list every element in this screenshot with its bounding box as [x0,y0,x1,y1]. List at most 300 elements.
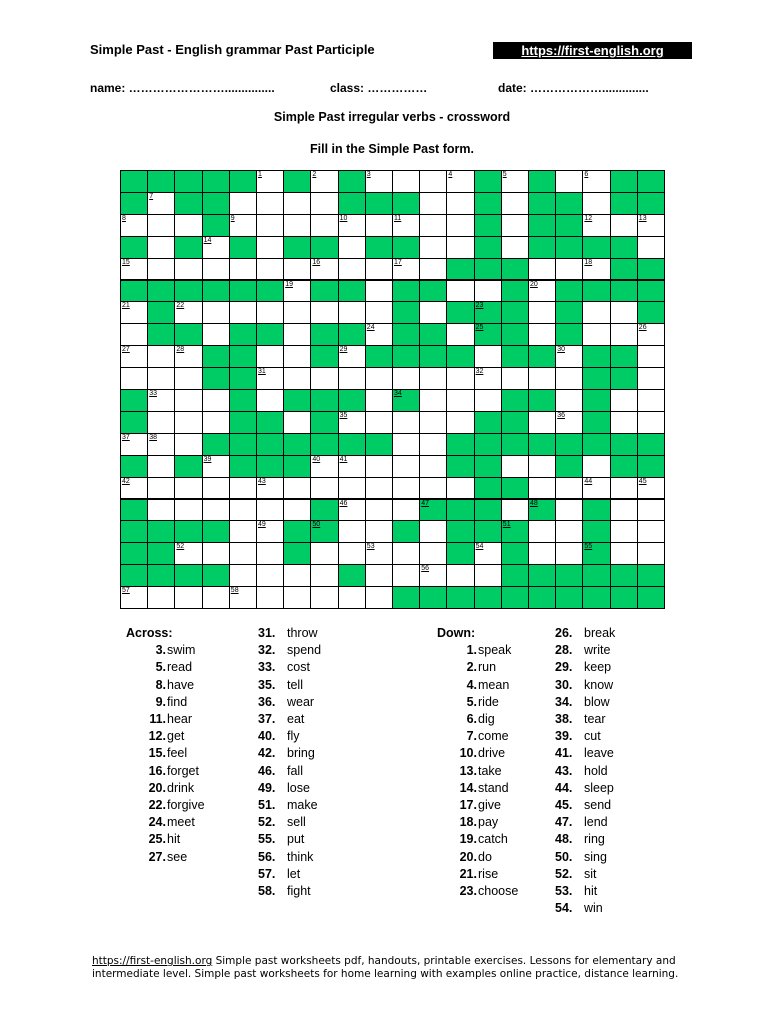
grid-cell[interactable] [256,258,284,281]
grid-cell [555,455,583,478]
grid-cell[interactable] [365,499,393,522]
grid-cell[interactable] [365,280,393,303]
grid-cell[interactable] [582,170,610,193]
grid-cell[interactable] [501,455,529,478]
grid-cell [528,564,556,587]
grid-cell[interactable] [310,542,338,565]
grid-cell[interactable] [147,499,175,522]
grid-cell[interactable] [147,455,175,478]
grid-cell[interactable] [147,367,175,390]
grid-cell[interactable] [501,236,529,259]
grid-cell[interactable] [256,499,284,522]
grid-cell [555,192,583,215]
grid-cell[interactable] [419,214,447,237]
grid-cell[interactable] [338,477,366,500]
grid-cell[interactable] [283,214,311,237]
grid-cell [310,323,338,346]
grid-cell[interactable] [637,323,665,346]
grid-cell[interactable] [338,367,366,390]
grid-cell [147,280,175,303]
grid-cell[interactable] [310,170,338,193]
grid-cell[interactable] [256,214,284,237]
grid-cell[interactable] [419,433,447,456]
clue-item [437,694,518,711]
site-url-link[interactable]: https://first-english.org [493,42,692,59]
grid-cell[interactable] [202,411,230,434]
grid-cell[interactable] [637,477,665,500]
grid-cell[interactable] [365,214,393,237]
grid-cell[interactable] [528,323,556,346]
grid-cell[interactable] [365,323,393,346]
grid-cell[interactable] [256,564,284,587]
grid-cell[interactable] [446,192,474,215]
clue-item-word: mean [478,677,510,692]
clue-item-word: leave [584,746,614,761]
grid-cell[interactable] [256,236,284,259]
grid-cell[interactable] [120,367,148,390]
grid-cell[interactable] [582,301,610,324]
grid-cell[interactable] [120,477,148,500]
grid-cell[interactable] [446,170,474,193]
grid-cell[interactable] [365,542,393,565]
grid-cell[interactable] [229,499,257,522]
grid-cell[interactable] [474,280,502,303]
grid-cell[interactable] [446,389,474,412]
clue-item-number: 16. [148,763,166,778]
grid-cell[interactable] [147,214,175,237]
grid-cell[interactable] [392,214,420,237]
grid-cell [256,433,284,456]
grid-cell[interactable] [202,499,230,522]
clue-item-number: 5. [155,660,166,675]
grid-cell[interactable] [528,258,556,281]
grid-cell[interactable] [419,520,447,543]
clue-item-number: 12. [148,729,166,744]
grid-cell[interactable] [283,499,311,522]
clue-item [126,677,205,694]
grid-cell[interactable] [365,367,393,390]
grid-cell[interactable] [419,477,447,500]
grid-cell[interactable] [338,214,366,237]
grid-cell[interactable] [310,367,338,390]
grid-cell[interactable] [256,520,284,543]
grid-cell[interactable] [147,236,175,259]
grid-cell[interactable] [174,542,202,565]
grid-cell[interactable] [419,389,447,412]
grid-cell [392,520,420,543]
grid-cell[interactable] [419,542,447,565]
clue-item [258,814,321,831]
grid-cell[interactable] [310,477,338,500]
grid-cell[interactable] [120,214,148,237]
grid-cell[interactable] [392,367,420,390]
grid-cell[interactable] [365,170,393,193]
grid-cell[interactable] [419,192,447,215]
grid-cell[interactable] [501,192,529,215]
grid-cell[interactable] [256,389,284,412]
grid-cell [202,192,230,215]
grid-cell[interactable] [610,411,638,434]
grid-cell[interactable] [419,301,447,324]
grid-cell[interactable] [310,586,338,609]
grid-cell[interactable] [338,258,366,281]
grid-cell[interactable] [147,586,175,609]
grid-cell[interactable] [147,258,175,281]
grid-cell[interactable] [610,477,638,500]
grid-cell[interactable] [120,301,148,324]
grid-cell[interactable] [610,520,638,543]
grid-cell[interactable] [120,258,148,281]
grid-cell[interactable] [310,258,338,281]
grid-cell [637,258,665,281]
clue-item [126,745,205,762]
grid-cell[interactable] [528,520,556,543]
grid-cell[interactable] [174,499,202,522]
grid-cell[interactable] [419,367,447,390]
clue-number: 27 [122,346,130,354]
grid-cell[interactable] [419,170,447,193]
grid-cell[interactable] [256,192,284,215]
grid-cell [582,236,610,259]
footer-link[interactable]: https://first-english.org [92,955,213,967]
grid-cell[interactable] [392,499,420,522]
grid-cell[interactable] [229,564,257,587]
grid-cell[interactable] [501,170,529,193]
grid-cell[interactable] [256,586,284,609]
grid-cell [528,192,556,215]
clue-item [258,831,321,848]
clue-item-word: get [167,729,185,744]
grid-cell[interactable] [446,411,474,434]
grid-cell[interactable] [174,258,202,281]
clue-number: 20 [530,280,538,288]
grid-cell[interactable] [229,214,257,237]
grid-cell[interactable] [474,564,502,587]
grid-cell [147,564,175,587]
grid-cell[interactable] [446,477,474,500]
grid-cell[interactable] [174,477,202,500]
grid-cell[interactable] [419,564,447,587]
grid-cell[interactable] [446,564,474,587]
clue-item-number: 7. [466,729,477,744]
grid-cell[interactable] [256,542,284,565]
grid-cell[interactable] [256,170,284,193]
grid-cell[interactable] [338,411,366,434]
grid-cell [637,280,665,303]
grid-cell[interactable] [501,214,529,237]
grid-cell[interactable] [256,301,284,324]
grid-cell[interactable] [474,542,502,565]
grid-cell[interactable] [174,345,202,368]
grid-cell[interactable] [582,192,610,215]
grid-cell[interactable] [174,301,202,324]
grid-cell[interactable] [637,411,665,434]
grid-cell[interactable] [120,323,148,346]
grid-cell[interactable] [283,301,311,324]
grid-cell[interactable] [338,499,366,522]
grid-cell[interactable] [147,411,175,434]
grid-cell [501,586,529,609]
clue-number: 35 [339,411,348,419]
grid-cell [419,323,447,346]
clue-number: 33 [149,390,157,397]
grid-cell[interactable] [528,280,556,303]
grid-cell[interactable] [283,564,311,587]
clue-item [555,745,615,762]
grid-cell[interactable] [446,214,474,237]
grid-cell[interactable] [392,564,420,587]
grid-cell [501,323,529,346]
grid-cell[interactable] [365,477,393,500]
grid-cell[interactable] [555,389,583,412]
grid-cell[interactable] [392,258,420,281]
grid-cell[interactable] [338,586,366,609]
clue-item-number: 10. [459,746,477,761]
grid-cell[interactable] [392,455,420,478]
grid-cell[interactable] [310,455,338,478]
grid-cell [446,455,474,478]
clue-number: 50 [312,521,321,529]
grid-cell[interactable] [419,236,447,259]
grid-cell[interactable] [310,192,338,215]
grid-cell[interactable] [392,170,420,193]
grid-cell[interactable] [474,389,502,412]
grid-cell[interactable] [392,411,420,434]
grid-cell[interactable] [202,258,230,281]
grid-cell[interactable] [338,455,366,478]
grid-cell[interactable] [392,542,420,565]
grid-cell[interactable] [174,411,202,434]
down-column-1 [437,625,518,900]
grid-cell[interactable] [446,323,474,346]
grid-cell[interactable] [419,411,447,434]
grid-cell[interactable] [283,192,311,215]
grid-cell[interactable] [610,323,638,346]
grid-cell [501,301,529,324]
grid-cell[interactable] [474,367,502,390]
grid-cell[interactable] [283,586,311,609]
clue-item-number: 44. [555,780,573,795]
grid-cell[interactable] [528,477,556,500]
grid-cell[interactable] [202,542,230,565]
grid-cell[interactable] [283,280,311,303]
grid-cell [256,280,284,303]
grid-cell[interactable] [446,236,474,259]
grid-cell[interactable] [202,455,230,478]
grid-cell[interactable] [637,367,665,390]
grid-cell [501,542,529,565]
grid-cell[interactable] [446,280,474,303]
grid-cell[interactable] [610,499,638,522]
grid-cell[interactable] [120,433,148,456]
grid-cell[interactable] [637,345,665,368]
grid-cell[interactable] [419,258,447,281]
grid-cell[interactable] [555,170,583,193]
grid-cell[interactable] [555,499,583,522]
grid-cell[interactable] [283,367,311,390]
grid-cell[interactable] [147,477,175,500]
grid-cell[interactable] [501,499,529,522]
grid-cell[interactable] [610,542,638,565]
grid-cell[interactable] [120,345,148,368]
grid-cell [582,542,610,565]
clue-item [555,642,615,659]
grid-cell[interactable] [202,389,230,412]
grid-cell[interactable] [310,564,338,587]
clue-item-word: throw [287,626,318,640]
grid-cell[interactable] [338,345,366,368]
grid-cell [637,433,665,456]
grid-cell[interactable] [229,258,257,281]
grid-cell[interactable] [310,214,338,237]
grid-cell[interactable] [365,301,393,324]
clue-item-word: see [167,849,188,864]
grid-cell [120,520,148,543]
grid-cell [582,367,610,390]
grid-cell[interactable] [147,345,175,368]
grid-cell[interactable] [229,542,257,565]
grid-cell[interactable] [202,236,230,259]
grid-cell[interactable] [229,520,257,543]
grid-cell [474,455,502,478]
grid-cell[interactable] [365,258,393,281]
grid-cell[interactable] [365,455,393,478]
grid-cell[interactable] [392,433,420,456]
clue-item-word: think [287,849,314,864]
grid-cell[interactable] [147,192,175,215]
grid-cell[interactable] [637,520,665,543]
grid-cell [419,499,447,522]
clue-item-word: ride [478,694,499,709]
grid-cell[interactable] [637,236,665,259]
grid-cell[interactable] [528,301,556,324]
clue-item [437,677,518,694]
grid-cell[interactable] [528,542,556,565]
grid-cell[interactable] [555,367,583,390]
grid-cell[interactable] [174,433,202,456]
grid-cell[interactable] [392,477,420,500]
clue-number: 26 [638,324,647,332]
grid-cell[interactable] [310,301,338,324]
clue-number: 8 [122,214,126,222]
grid-cell[interactable] [202,323,230,346]
grid-cell[interactable] [637,499,665,522]
grid-cell [582,520,610,543]
grid-cell[interactable] [555,411,583,434]
grid-cell [446,258,474,281]
grid-cell[interactable] [501,367,529,390]
grid-cell[interactable] [637,214,665,237]
grid-cell[interactable] [338,236,366,259]
grid-cell[interactable] [338,301,366,324]
grid-cell[interactable] [610,301,638,324]
grid-cell [310,236,338,259]
grid-cell[interactable] [283,323,311,346]
grid-cell[interactable] [528,455,556,478]
grid-cell [229,411,257,434]
grid-cell[interactable] [120,586,148,609]
grid-cell[interactable] [338,520,366,543]
grid-cell [283,236,311,259]
grid-cell[interactable] [582,477,610,500]
grid-cell [474,192,502,215]
grid-cell[interactable] [582,455,610,478]
grid-cell[interactable] [202,477,230,500]
grid-cell[interactable] [256,477,284,500]
grid-cell[interactable] [256,345,284,368]
grid-cell[interactable] [365,564,393,587]
grid-cell[interactable] [147,433,175,456]
clue-item-word: come [478,729,509,744]
clue-item-number: 26. [555,626,573,640]
grid-cell[interactable] [338,542,366,565]
clue-item [437,659,518,676]
grid-cell [256,455,284,478]
grid-cell[interactable] [555,520,583,543]
grid-cell[interactable] [610,389,638,412]
grid-cell[interactable] [365,586,393,609]
grid-cell [229,433,257,456]
grid-cell[interactable] [555,542,583,565]
grid-cell[interactable] [229,301,257,324]
grid-cell[interactable] [610,214,638,237]
grid-cell[interactable] [229,192,257,215]
grid-cell[interactable] [283,477,311,500]
grid-cell[interactable] [283,411,311,434]
grid-cell[interactable] [365,411,393,434]
grid-cell[interactable] [637,542,665,565]
grid-cell [310,345,338,368]
grid-cell[interactable] [528,411,556,434]
grid-cell[interactable] [582,258,610,281]
grid-cell[interactable] [555,258,583,281]
grid-cell[interactable] [365,520,393,543]
grid-cell[interactable] [256,367,284,390]
clue-number: 7 [149,192,154,200]
grid-cell[interactable] [582,323,610,346]
grid-cell[interactable] [365,389,393,412]
grid-cell[interactable] [283,258,311,281]
grid-cell [582,389,610,412]
grid-cell[interactable] [555,345,583,368]
grid-cell[interactable] [174,389,202,412]
grid-cell[interactable] [419,455,447,478]
clue-item [258,659,321,676]
grid-cell[interactable] [229,477,257,500]
grid-cell[interactable] [582,214,610,237]
grid-cell[interactable] [202,586,230,609]
grid-cell[interactable] [174,214,202,237]
grid-cell[interactable] [555,477,583,500]
grid-cell[interactable] [474,345,502,368]
grid-cell [338,323,366,346]
clue-number: 17 [394,258,402,266]
grid-cell[interactable] [147,389,175,412]
grid-cell[interactable] [637,389,665,412]
grid-cell [310,499,338,522]
grid-cell [501,411,529,434]
clue-number: 3 [366,171,371,178]
grid-cell[interactable] [202,301,230,324]
grid-cell[interactable] [528,367,556,390]
grid-cell[interactable] [446,367,474,390]
grid-cell[interactable] [229,586,257,609]
clue-item-number: 50. [555,849,573,864]
grid-cell[interactable] [283,345,311,368]
grid-cell[interactable] [174,586,202,609]
clue-item [126,642,205,659]
grid-cell[interactable] [174,367,202,390]
